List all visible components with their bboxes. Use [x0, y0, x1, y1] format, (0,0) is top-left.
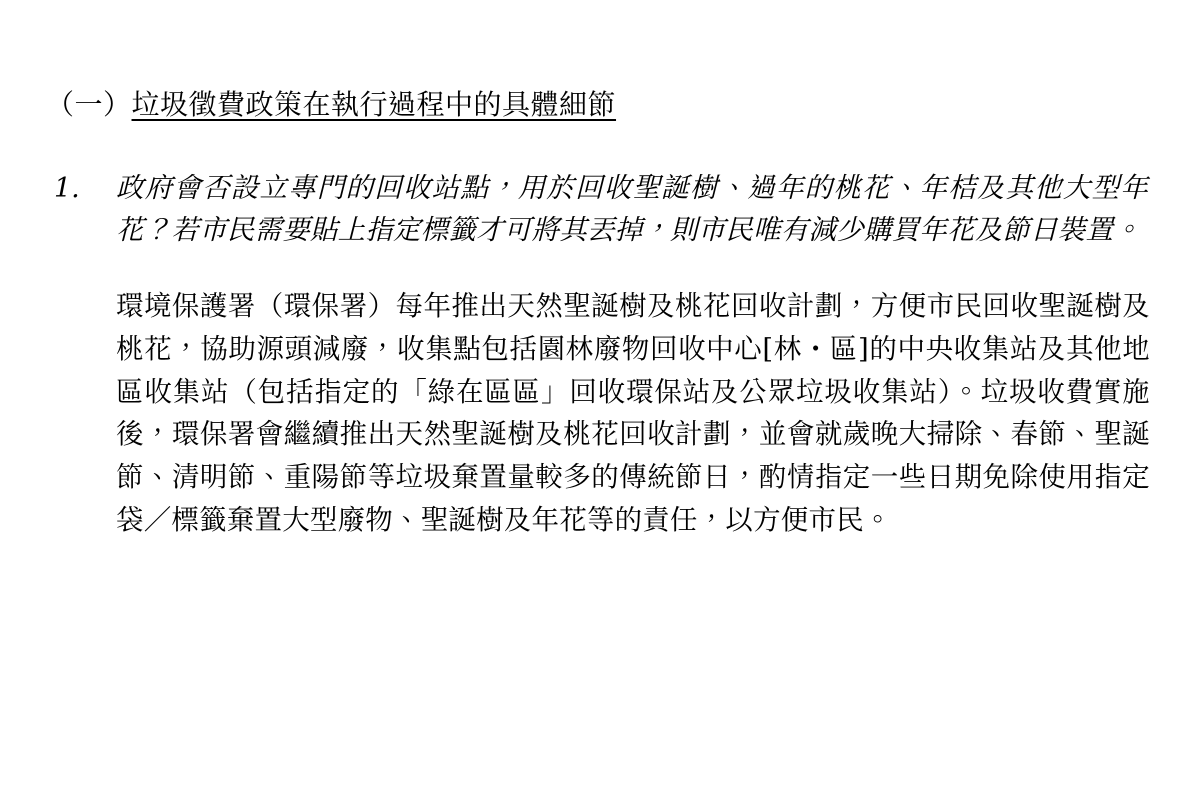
question-text: 政府會否設立專門的回收站點，用於回收聖誕樹、過年的桃花、年桔及其他大型年花？若市民需要貼上指定標籤才可將其丟掉，則市民唯有減少購買年花及節日裝置。 [116, 171, 1148, 246]
section-title: 垃圾徵費政策在執行過程中的具體細節 [131, 88, 617, 121]
question-number: 1. [54, 172, 80, 204]
section-marker: （一） [46, 88, 132, 121]
section-heading [46, 86, 1154, 124]
answer-block [116, 285, 1154, 541]
answer-text: 環境保護署（環保署）每年推出天然聖誕樹及桃花回收計劃，方便市民回收聖誕樹及桃花，協助源頭減廢，收集點包括園林廢物回收中心[林・區]的中央收集站及其他地區收集站（包括指定的「綠在區區」回收環保站及公眾垃圾收集站）。垃圾收費實施後，環保署會繼續推出天然聖誕樹及桃花回收計劃，並會就歲晚大掃除、春節、聖誕節、清明節、重陽節等垃圾棄置量較多的傳統節日，酌情指定一些日期免除使用指定袋／標籤棄置大型廢物、聖誕樹及年花等的責任，以方便市民。 [116, 290, 1150, 536]
question-item [46, 168, 1154, 252]
